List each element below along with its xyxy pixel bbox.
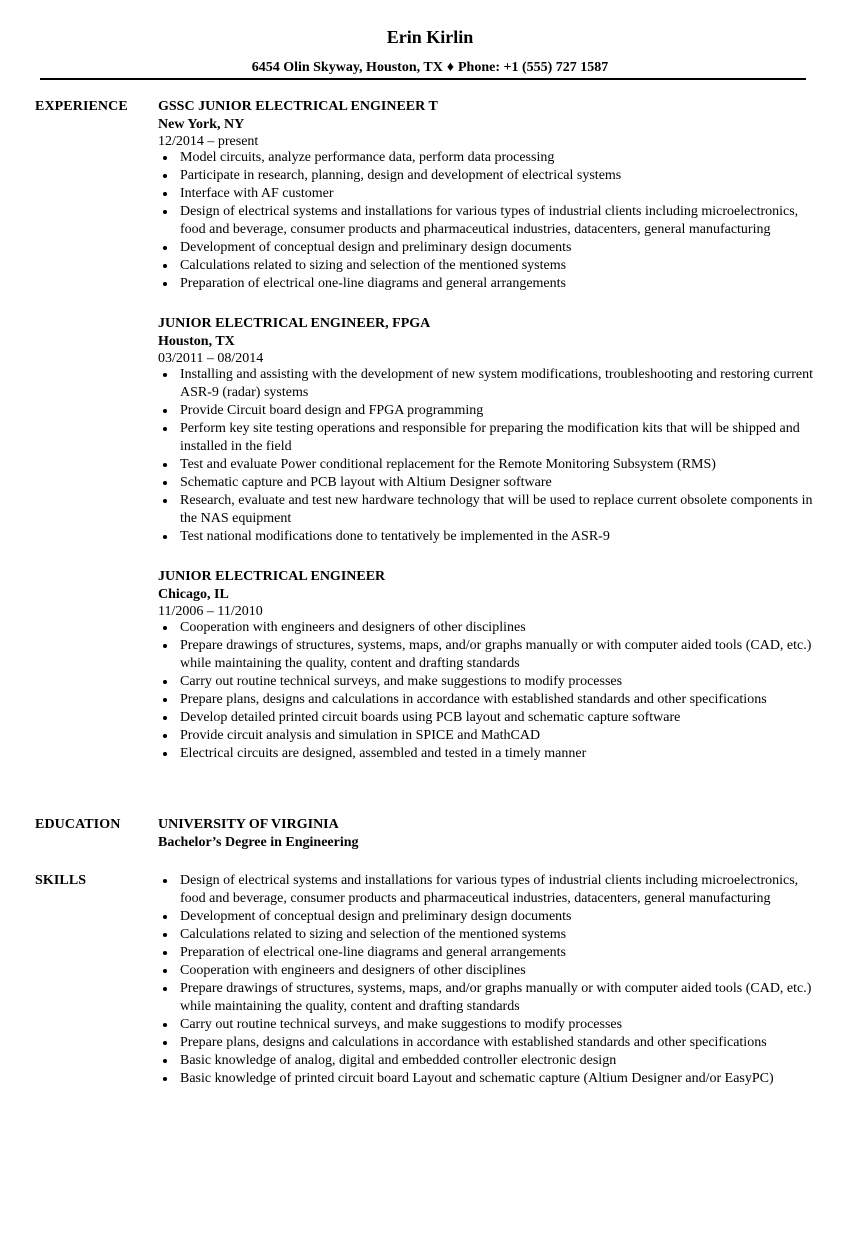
bullet-item [158,257,818,275]
bullet-text: Development of conceptual design and preliminary design documents [180,909,572,924]
bullet-item [158,474,818,492]
bullet-text: Cooperation with engineers and designers of other disciplines [180,620,526,635]
bullet-text: Carry out routine technical surveys, and make suggestions to modify processes [180,1017,623,1032]
bullet-text: Basic knowledge of printed circuit board Layout and schematic capture (Altium Designer and/or EasyPC) [180,1071,774,1086]
job-dates: 11/2006 – 11/2010 [158,604,263,619]
experience-list [158,98,818,785]
job-bullets [158,619,818,763]
bullet-text: Design of electrical systems and installations for various types of industrial clients including microelectronics, food and beverage, consumer products and pharmaceutical industries, datacenters, general manufacturing [180,204,799,237]
skills-bullets [158,872,818,1088]
bullet-icon [163,535,167,539]
bullet-text: Prepare plans, designs and calculations in accordance with established standards and other specifications [180,692,767,707]
job-bullets [158,366,818,546]
bullet-icon [163,1023,167,1027]
job-title: JUNIOR ELECTRICAL ENGINEER [158,569,386,584]
bullet-text: Cooperation with engineers and designers of other disciplines [180,963,526,978]
bullet-icon [163,1077,167,1081]
bullet-item [158,149,818,167]
bullet-text: Develop detailed printed circuit boards using PCB layout and schematic capture software [180,710,681,725]
header-divider [40,78,806,80]
bullet-text: Model circuits, analyze performance data, perform data processing [180,150,555,165]
job-location: Houston, TX [158,334,235,349]
section-heading-skills: SKILLS [35,873,87,888]
bullet-icon [163,644,167,648]
bullet-item [158,366,818,402]
bullet-text: Perform key site testing operations and responsible for preparing the modification kits that will be shipped and installed in the field [180,421,800,454]
bullet-text: Calculations related to sizing and selection of the mentioned systems [180,258,567,273]
bullet-icon [163,246,167,250]
contact-line [0,59,860,77]
bullet-text: Participate in research, planning, design and development of electrical systems [180,168,622,183]
address-text: 6454 Olin Skyway, Houston, TX [251,60,443,75]
section-heading-education: EDUCATION [35,817,121,832]
bullet-text: Electrical circuits are designed, assembled and tested in a timely manner [180,746,587,761]
bullet-item [158,492,818,528]
bullet-icon [163,915,167,919]
job-entry [158,315,818,546]
bullet-text: Preparation of electrical one-line diagrams and general arrangements [180,945,566,960]
bullet-text: Preparation of electrical one-line diagrams and general arrangements [180,276,566,291]
bullet-icon [163,373,167,377]
bullet-icon [163,210,167,214]
job-dates: 03/2011 – 08/2014 [158,351,264,366]
school-name: UNIVERSITY OF VIRGINIA [158,817,339,832]
bullet-text: Installing and assisting with the development of new system modifications, troubleshooting and restoring current ASR-9 (radar) systems [180,367,813,400]
bullet-icon [163,933,167,937]
bullet-item [158,1016,818,1034]
phone-text: Phone: +1 (555) 727 1587 [457,60,609,75]
bullet-item [158,709,818,727]
bullet-icon [163,698,167,702]
bullet-icon [163,156,167,160]
bullet-icon [163,626,167,630]
diamond-separator-icon: ♦ [446,60,454,75]
bullet-text: Design of electrical systems and installations for various types of industrial clients including microelectronics, food and beverage, consumer products and pharmaceutical industries, datacenters, general manufacturing [180,873,799,906]
bullet-text: Test and evaluate Power conditional replacement for the Remote Monitoring Subsystem (RMS) [180,457,716,472]
bullet-icon [163,1059,167,1063]
bullet-item [158,637,818,673]
job-location: Chicago, IL [158,587,229,602]
bullet-icon [163,174,167,178]
job-location: New York, NY [158,117,245,132]
bullet-item [158,980,818,1016]
bullet-icon [163,987,167,991]
bullet-icon [163,1041,167,1045]
bullet-icon [163,481,167,485]
bullet-icon [163,716,167,720]
bullet-text: Provide circuit analysis and simulation in SPICE and MathCAD [180,728,541,743]
bullet-item [158,203,818,239]
job-bullets [158,149,818,293]
bullet-text: Development of conceptual design and preliminary design documents [180,240,572,255]
bullet-icon [163,192,167,196]
bullet-item [158,872,818,908]
bullet-item [158,275,818,293]
bullet-text: Research, evaluate and test new hardware technology that will be used to replace current obsolete components in the NAS equipment [180,493,813,526]
bullet-text: Provide Circuit board design and FPGA programming [180,403,484,418]
bullet-icon [163,879,167,883]
bullet-icon [163,463,167,467]
bullet-icon [163,409,167,413]
bullet-item [158,691,818,709]
bullet-item [158,619,818,637]
bullet-item [158,926,818,944]
resume-header [0,26,860,77]
job-dates: 12/2014 – present [158,134,259,149]
bullet-text: Prepare drawings of structures, systems, maps, and/or graphs manually or with computer aided tools (CAD, etc.) while maintaining the quality, content and drafting standards [180,638,812,671]
bullet-icon [163,680,167,684]
bullet-text: Test national modifications done to tentatively be implemented in the ASR-9 [180,529,610,544]
job-entry [158,98,818,293]
bullet-item [158,528,818,546]
education-body [158,816,818,852]
bullet-item [158,1070,818,1088]
bullet-item [158,185,818,203]
skills-body [158,872,818,1088]
job-title: JUNIOR ELECTRICAL ENGINEER, FPGA [158,316,431,331]
bullet-text: Schematic capture and PCB layout with Altium Designer software [180,475,552,490]
bullet-item [158,456,818,474]
bullet-text: Interface with AF customer [180,186,334,201]
bullet-icon [163,951,167,955]
bullet-icon [163,752,167,756]
bullet-text: Basic knowledge of analog, digital and embedded controller electronic design [180,1053,617,1068]
job-title: GSSC JUNIOR ELECTRICAL ENGINEER T [158,99,438,114]
bullet-item [158,239,818,257]
bullet-item [158,962,818,980]
degree-name: Bachelor’s Degree in Engineering [158,835,359,850]
bullet-item [158,745,818,763]
bullet-text: Prepare drawings of structures, systems, maps, and/or graphs manually or with computer aided tools (CAD, etc.) while maintaining the quality, content and drafting standards [180,981,812,1014]
bullet-item [158,908,818,926]
job-entry [158,568,818,763]
section-heading-experience: EXPERIENCE [35,99,128,114]
bullet-icon [163,734,167,738]
bullet-item [158,944,818,962]
bullet-icon [163,282,167,286]
bullet-item [158,673,818,691]
bullet-icon [163,499,167,503]
bullet-icon [163,969,167,973]
bullet-item [158,1034,818,1052]
bullet-item [158,420,818,456]
bullet-item [158,727,818,745]
bullet-text: Carry out routine technical surveys, and make suggestions to modify processes [180,674,623,689]
bullet-item [158,1052,818,1070]
bullet-text: Calculations related to sizing and selection of the mentioned systems [180,927,567,942]
bullet-text: Prepare plans, designs and calculations in accordance with established standards and other specifications [180,1035,767,1050]
bullet-icon [163,264,167,268]
candidate-name: Erin Kirlin [386,27,474,47]
bullet-item [158,167,818,185]
bullet-item [158,402,818,420]
bullet-icon [163,427,167,431]
